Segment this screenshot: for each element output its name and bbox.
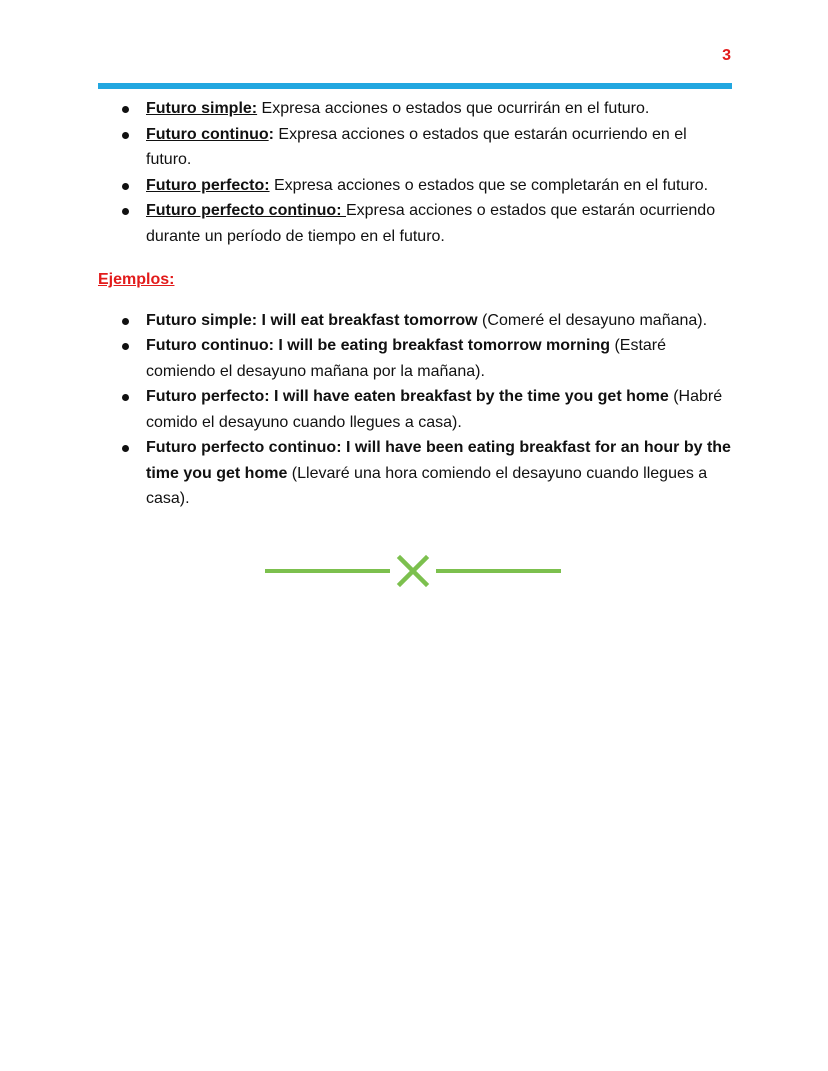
- example-item: [98, 435, 732, 512]
- definition-colon: :: [268, 125, 274, 143]
- definition-term: Futuro perfecto:: [146, 176, 270, 194]
- definition-item: [98, 122, 732, 173]
- example-label: Futuro continuo: I will be eating breakfast tomorrow morning: [146, 337, 611, 354]
- page-number: 3: [722, 47, 731, 64]
- definition-text: Expresa acciones o estados que se completarán en el futuro.: [269, 176, 709, 194]
- example-translation: (Habré comido el desayuno cuando llegues a casa).: [146, 388, 723, 431]
- header-rule: [98, 83, 732, 89]
- definition-term: Futuro perfecto continuo:: [146, 202, 346, 219]
- example-label: Futuro perfecto continuo: I will have been eating breakfast for an hour by the time you get home: [146, 439, 731, 482]
- definition-term: Futuro continuo: [146, 125, 269, 143]
- definition-text: Expresa acciones o estados que estarán ocurriendo durante un período de tiempo en el futuro.: [146, 202, 716, 245]
- page-content: [98, 96, 732, 512]
- examples-list: [98, 308, 732, 512]
- example-translation: (Llevaré una hora comiendo el desayuno cuando llegues a casa).: [146, 464, 708, 507]
- example-translation: (Comeré el desayuno mañana).: [477, 311, 708, 329]
- example-label: Futuro simple: I will eat breakfast tomorrow: [146, 311, 478, 329]
- definitions-list: [98, 96, 732, 249]
- example-label: Futuro perfecto: I will have eaten breakfast by the time you get home: [146, 388, 669, 405]
- example-item: [98, 308, 732, 334]
- definition-item: [98, 96, 732, 122]
- definition-item: [98, 173, 732, 199]
- definition-item: [98, 198, 732, 249]
- examples-heading: Ejemplos:: [98, 271, 175, 288]
- example-translation: (Estaré comiendo el desayuno mañana por la mañana).: [146, 337, 667, 380]
- x-icon: [400, 558, 426, 584]
- definition-text: Expresa acciones o estados que ocurrirán en el futuro.: [257, 100, 650, 117]
- section-divider: [265, 553, 561, 589]
- example-item: [98, 333, 732, 384]
- definition-term: Futuro simple:: [146, 100, 258, 117]
- definition-text: Expresa acciones o estados que estarán ocurriendo en el futuro.: [146, 125, 687, 168]
- example-item: [98, 384, 732, 435]
